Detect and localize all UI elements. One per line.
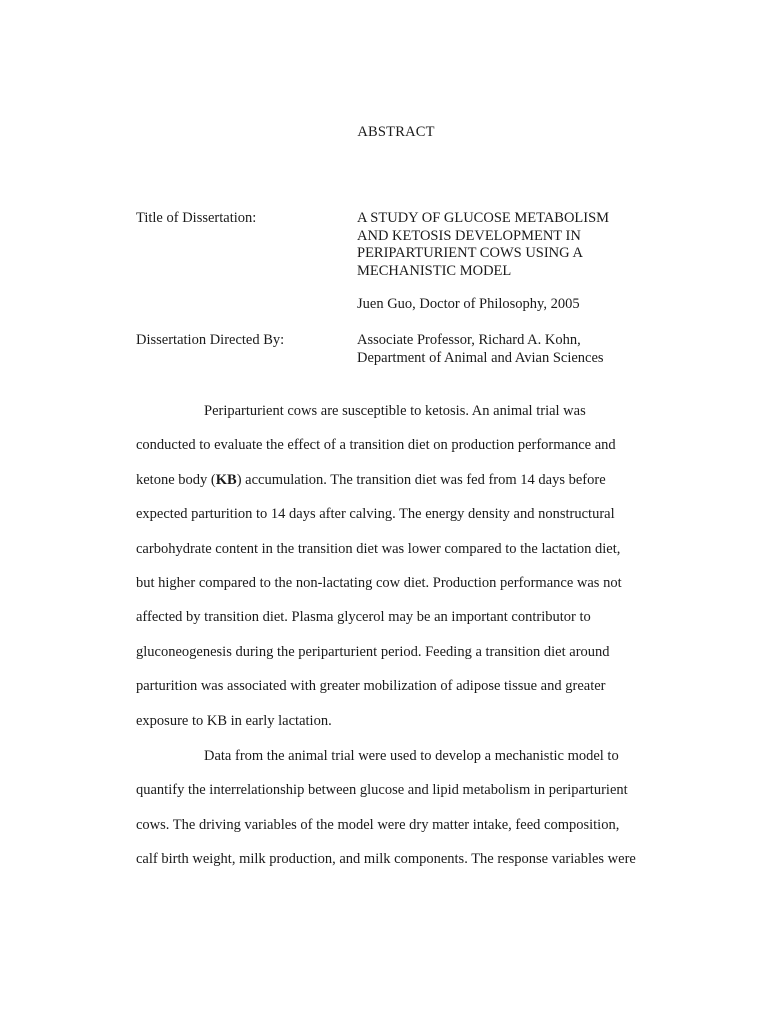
text-line: calf birth weight, milk production, and milk components. The response variables were [136,851,636,868]
title-line: PERIPARTURIENT COWS USING A [357,245,583,261]
title-line: AND KETOSIS DEVELOPMENT IN [357,227,581,244]
directed-by-label: Dissertation Directed By: [136,332,285,348]
director-line: Department of Animal and Avian Sciences [357,349,604,366]
text-line: conducted to evaluate the effect of a transition diet on production performance and [136,437,616,454]
text-span: ) accumulation. The transition diet was fed from 14 days before [236,471,606,488]
director-line: Associate Professor, Richard A. Kohn, [357,332,581,348]
text-line: quantify the interrelationship between glucose and lipid metabolism in periparturient [136,782,628,799]
text-line: cows. The driving variables of the model were dry matter intake, feed composition, [136,816,620,833]
text-line: affected by transition diet. Plasma glycerol may be an important contributor to [136,609,591,626]
abstract-paragraph-2 [136,739,656,877]
text-line [136,463,656,497]
text-line: carbohydrate content in the transition diet was lower compared to the lactation diet, [136,540,621,557]
text-line: gluconeogenesis during the periparturient period. Feeding a transition diet around [136,643,610,660]
abstract-paragraph-1 [136,394,656,738]
title-line: A STUDY OF GLUCOSE METABOLISM [357,210,610,226]
text-line: but higher compared to the non-lactating cow diet. Production performance was not [136,574,622,591]
text-line: exposure to KB in early lactation. [136,712,332,729]
director-info [357,332,604,367]
text-span: ketone body ( [136,471,216,488]
dissertation-title [357,210,609,280]
text-line: expected parturition to 14 days after calving. The energy density and nonstructural [136,506,615,523]
title-line: MECHANISTIC MODEL [357,262,512,279]
author-line: Juen Guo, Doctor of Philosophy, 2005 [357,296,580,312]
text-line: Data from the animal trial were used to develop a mechanistic model to [204,748,619,764]
title-label: Title of Dissertation: [136,210,257,226]
text-line: parturition was associated with greater mobilization of adipose tissue and greater [136,678,606,695]
text-line: Periparturient cows are susceptible to ketosis. An animal trial was [204,403,586,419]
kb-abbreviation: KB [215,471,237,488]
abstract-heading: ABSTRACT [357,124,435,140]
